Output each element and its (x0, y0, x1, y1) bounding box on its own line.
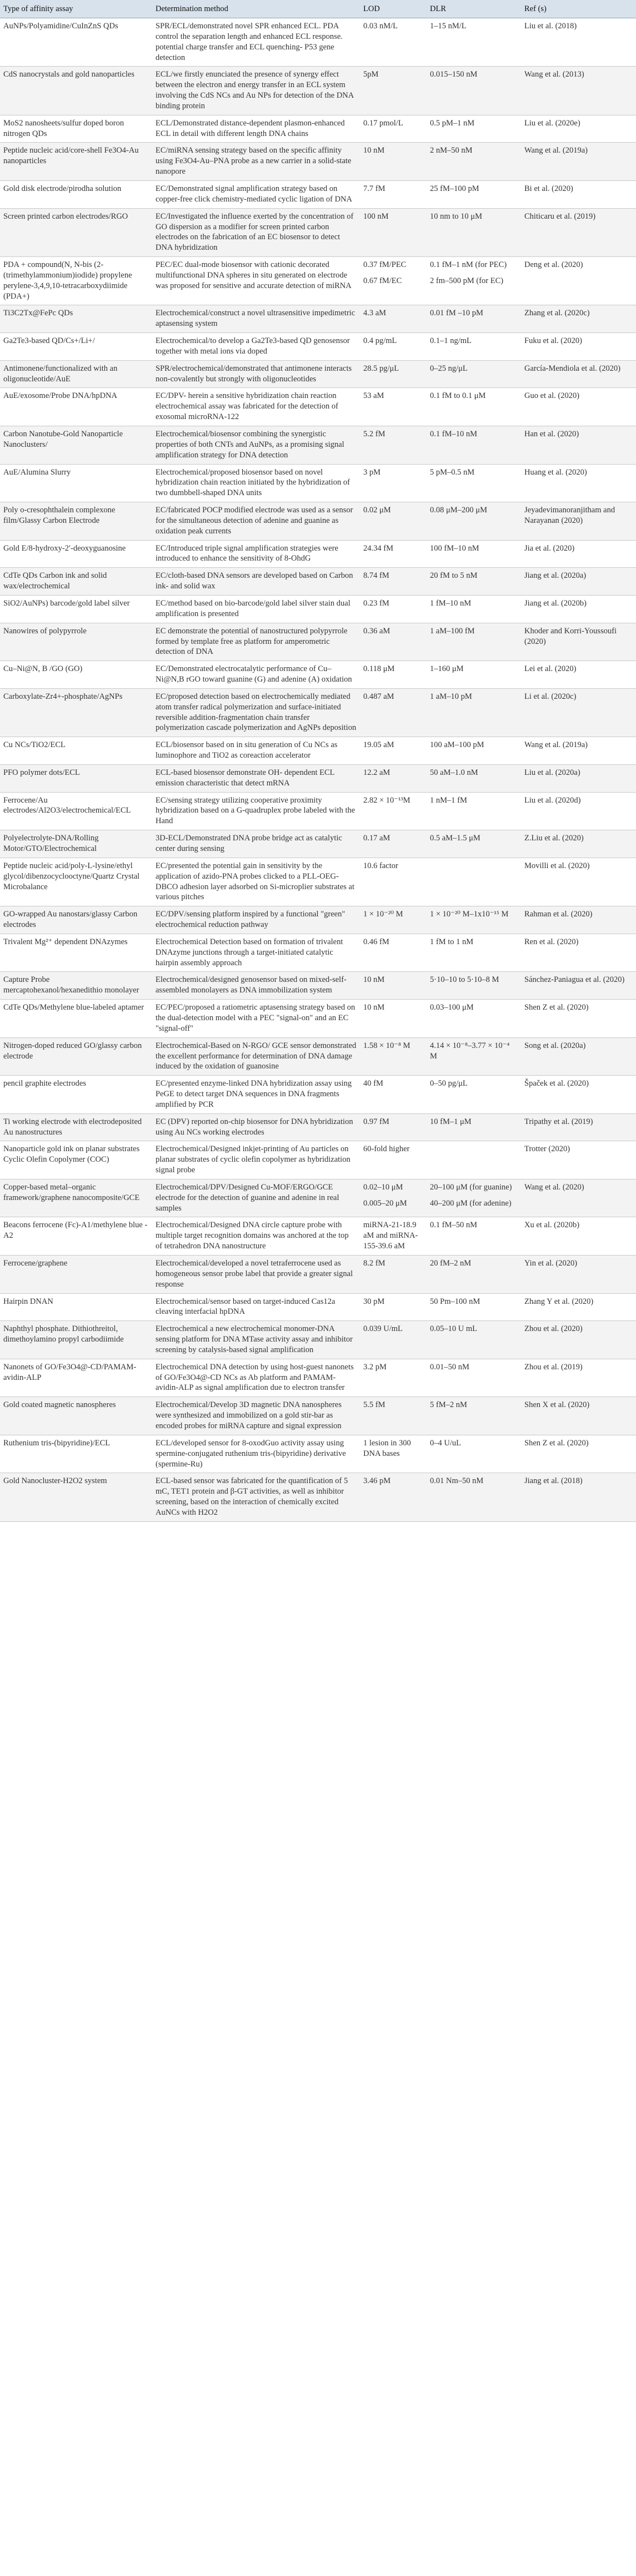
cell-method: Electrochemical/proposed biosensor based on novel hybridization chain reaction initiated by the hybridization of two dumbbell-shaped DNA units (152, 464, 360, 502)
cell-dlr: 0.01 fM –10 pM (427, 305, 521, 333)
cell-dlr: 0.08 μM–200 μM (427, 502, 521, 541)
cell-lod: 0.02 μM (360, 502, 427, 541)
cell-method: EC/proposed detection based on electrochemically mediated atom transfer radical polymerization and surface-initiated reversible addition-fragmentation chain transfer polymerization cascade polymerization and AgNPs deposition (152, 688, 360, 737)
cell-dlr: 25 fM–100 pM (427, 180, 521, 208)
cell-type: Polyelectrolyte-DNA/Rolling Motor/GTO/Electrochemical (0, 830, 152, 858)
cell-method: EC (DPV) reported on-chip biosensor for DNA hybridization using Au NCs working electrodes (152, 1113, 360, 1141)
cell-type: Antimonene/functionalized with an oligonucleotide/AuE (0, 360, 152, 388)
cell-dlr: 0.015–150 nM (427, 67, 521, 115)
cell-lod: 10 nM (360, 1000, 427, 1038)
cell-lod: 40 fM (360, 1076, 427, 1114)
cell-method: EC/Introduced triple signal amplification strategies were introduced to enhance the sensitivity of 8-OhdG (152, 540, 360, 568)
cell-lod: 3.2 pM (360, 1359, 427, 1397)
cell-ref: Han et al. (2020) (521, 426, 636, 465)
cell-method: Electrochemical/to develop a Ga2Te3-based QD genosensor together with metal ions via doped (152, 333, 360, 361)
cell-dlr: 1 fM–10 nM (427, 595, 521, 623)
cell-method: EC/Demonstrated electrocatalytic performance of Cu–Ni@N,B rGO toward guanine (G) and adenine (A) oxidation (152, 661, 360, 689)
cell-lod: 0.03 nM/L (360, 18, 427, 67)
cell-dlr: 0.1 fM–10 nM (427, 426, 521, 465)
cell-ref: Špaček et al. (2020) (521, 1076, 636, 1114)
cell-method: EC/DPV/sensing platform inspired by a functional "green" electrochemical reduction pathway (152, 906, 360, 934)
cell-ref: Wang et al. (2020) (521, 1179, 636, 1217)
cell-type: Ferrocene/graphene (0, 1256, 152, 1294)
cell-type: Hairpin DNAN (0, 1293, 152, 1321)
cell-dlr: 0–4 U/uL (427, 1435, 521, 1473)
header-dlr: DLR (427, 0, 521, 18)
cell-lod: 53 aM (360, 388, 427, 426)
cell-ref: Fuku et al. (2020) (521, 333, 636, 361)
table-row (0, 1217, 636, 1256)
cell-ref: Deng et al. (2020) (521, 257, 636, 305)
table-row (0, 67, 636, 115)
header-type: Type of affinity assay (0, 0, 152, 18)
cell-ref: Zhou et al. (2020) (521, 1321, 636, 1359)
cell-lod: 30 pM (360, 1293, 427, 1321)
cell-ref: Z.Liu et al. (2020) (521, 830, 636, 858)
cell-lod: 0.17 aM (360, 830, 427, 858)
cell-dlr: 0.5 aM–1.5 μM (427, 830, 521, 858)
cell-lod: 60-fold higher (360, 1141, 427, 1179)
cell-dlr: 2 nM–50 nM (427, 143, 521, 181)
table-row (0, 305, 636, 333)
cell-lod: 0.487 aM (360, 688, 427, 737)
cell-ref: Trotter (2020) (521, 1141, 636, 1179)
cell-type: CdS nanocrystals and gold nanoparticles (0, 67, 152, 115)
cell-dlr: 100 fM–10 nM (427, 540, 521, 568)
table-row (0, 1359, 636, 1397)
cell-method: ECL/Demonstrated distance-dependent plasmon-enhanced ECL in detail with different length DNA chains (152, 115, 360, 143)
cell-lod: 7.7 fM (360, 180, 427, 208)
cell-type: pencil graphite electrodes (0, 1076, 152, 1114)
cell-dlr: 0–50 pg/μL (427, 1076, 521, 1114)
cell-method: Electrochemical/sensor based on target-induced Cas12a cleaving interfacial hpDNA (152, 1293, 360, 1321)
cell-method: Electrochemical Detection based on formation of trivalent DNAzyme junctions through a target-initiated catalytic hairpin assembly approach (152, 934, 360, 972)
cell-type: PFO polymer dots/ECL (0, 764, 152, 792)
cell-method: EC/presented enzyme-linked DNA hybridization assay using PeGE to detect target DNA sequences in DNA fragments amplified by PCR (152, 1076, 360, 1114)
cell-dlr: 10 fM–1 μM (427, 1113, 521, 1141)
table-row (0, 1473, 636, 1521)
cell-dlr (427, 858, 521, 906)
cell-method: Electrochemical/DPV/Designed Cu-MOF/ERGO/GCE electrode for the detection of guanine and adenine in real samples (152, 1179, 360, 1217)
table-row (0, 257, 636, 305)
cell-lod: miRNA-21-18.9 aM and miRNA-155-39.6 aM (360, 1217, 427, 1256)
cell-lod: 0.039 U/mL (360, 1321, 427, 1359)
cell-lod: 5pM (360, 67, 427, 115)
header-method: Determination method (152, 0, 360, 18)
cell-dlr: 0.5 pM–1 nM (427, 115, 521, 143)
cell-type: Gold disk electrode/pirodha solution (0, 180, 152, 208)
table-row (0, 333, 636, 361)
cell-ref: Wang et al. (2013) (521, 67, 636, 115)
cell-type: CdTe QDs Carbon ink and solid wax/electrochemical (0, 568, 152, 596)
table-row (0, 1293, 636, 1321)
cell-method: EC/Investigated the influence exerted by the concentration of GO dispersion as a modifier for screen printed carbon electrodes on the fabrication of an EC biosensor to detect DNA hybridization (152, 208, 360, 256)
cell-dlr: 0.05–10 U mL (427, 1321, 521, 1359)
cell-type: SiO2/AuNPs) barcode/gold label silver (0, 595, 152, 623)
table-row (0, 688, 636, 737)
table-body (0, 18, 636, 1522)
cell-ref: Tripathy et al. (2019) (521, 1113, 636, 1141)
cell-ref: Movilli et al. (2020) (521, 858, 636, 906)
cell-ref: Huang et al. (2020) (521, 464, 636, 502)
cell-dlr: 1 aM–100 fM (427, 623, 521, 661)
cell-ref: Zhang et al. (2020c) (521, 305, 636, 333)
cell-method: Electrochemical a new electrochemical monomer-DNA sensing platform for DNA MTase activity assay and inhibitor screening by catalysis-based signal amplification (152, 1321, 360, 1359)
cell-dlr: 1 fM to 1 nM (427, 934, 521, 972)
table-row (0, 115, 636, 143)
cell-type: Ti3C2Tx@FePc QDs (0, 305, 152, 333)
cell-method: Electrochemical-Based on N-RGO/ GCE sensor demonstrated the excellent performance for determination of DNA damage induced by the oxidation of guanosine (152, 1037, 360, 1076)
cell-ref: Liu et al. (2020a) (521, 764, 636, 792)
cell-method: Electrochemical/developed a novel tetraferrocene used as homogeneous sensor probe label that provide a greater signal response (152, 1256, 360, 1294)
cell-method: SPR/electrochemical/demonstrated that antimonene interacts non-covalently but strongly with oligonucleotides (152, 360, 360, 388)
cell-type: Gold E/8-hydroxy-2′-deoxyguanosine (0, 540, 152, 568)
table-row (0, 388, 636, 426)
cell-ref: García-Mendiola et al. (2020) (521, 360, 636, 388)
table-row (0, 737, 636, 765)
cell-dlr: 20 fM to 5 nM (427, 568, 521, 596)
cell-type: Ruthenium tris-(bipyridine)/ECL (0, 1435, 152, 1473)
cell-ref: Liu et al. (2018) (521, 18, 636, 67)
cell-dlr: 0.1–1 ng/mL (427, 333, 521, 361)
cell-ref: Bi et al. (2020) (521, 180, 636, 208)
cell-dlr: 0–25 ng/μL (427, 360, 521, 388)
cell-method: EC demonstrate the potential of nanostructured polypyrrole formed by template free as platform for amperometric detection of DNA (152, 623, 360, 661)
cell-dlr: 1 × 10⁻²⁰ M–1x10⁻¹⁵ M (427, 906, 521, 934)
cell-type: Carboxylate-Zr4+-phosphate/AgNPs (0, 688, 152, 737)
cell-lod: 10 nM (360, 972, 427, 1000)
cell-dlr (427, 1141, 521, 1179)
cell-dlr: 5 fM–2 nM (427, 1397, 521, 1435)
cell-type: Cu NCs/TiO2/ECL (0, 737, 152, 765)
cell-type: Trivalent Mg²⁺ dependent DNAzymes (0, 934, 152, 972)
cell-lod: 8.2 fM (360, 1256, 427, 1294)
table-row (0, 502, 636, 541)
cell-ref: Liu et al. (2020d) (521, 792, 636, 830)
cell-method: EC/cloth-based DNA sensors are developed based on Carbon ink- and solid wax (152, 568, 360, 596)
table-row (0, 143, 636, 181)
cell-dlr (427, 1179, 521, 1217)
cell-lod: 3.46 pM (360, 1473, 427, 1521)
cell-lod: 100 nM (360, 208, 427, 256)
cell-lod: 3 pM (360, 464, 427, 502)
cell-ref: Jiang et al. (2020b) (521, 595, 636, 623)
cell-lod: 4.3 aM (360, 305, 427, 333)
cell-lod-line: 0.37 fM/PEC (363, 260, 407, 270)
cell-method: EC/DPV- herein a sensitive hybridization chain reaction electrochemical assay was fabricated for the detection of exosomal microRNA-122 (152, 388, 360, 426)
cell-method: EC/PEC/proposed a ratiometric aptasensing strategy based on the dual-detection model with a PEC "signal-on" and an EC "signal-off" (152, 1000, 360, 1038)
cell-method: EC/fabricated POCP modified electrode was used as a sensor for the simultaneous detection of adenine and guanine as oxidation peak currents (152, 502, 360, 541)
cell-lod: 5.2 fM (360, 426, 427, 465)
cell-ref: Wang et al. (2019a) (521, 143, 636, 181)
cell-type: Ga2Te3-based QD/Cs+/Li+/ (0, 333, 152, 361)
cell-lod-line: 0.005–20 μM (363, 1198, 407, 1208)
table-row (0, 906, 636, 934)
cell-ref: Shen X et al. (2020) (521, 1397, 636, 1435)
cell-type: MoS2 nanosheets/sulfur doped boron nitrogen QDs (0, 115, 152, 143)
table-row (0, 1397, 636, 1435)
cell-lod: 0.97 fM (360, 1113, 427, 1141)
cell-dlr-line: 2 fm–500 pM (for EC) (430, 276, 504, 285)
cell-type: AuE/Alumina Slurry (0, 464, 152, 502)
cell-dlr-line: 20–100 μM (for guanine) (430, 1182, 512, 1192)
cell-dlr: 50 Pm–100 nM (427, 1293, 521, 1321)
cell-lod: 8.74 fM (360, 568, 427, 596)
cell-type: Ferrocene/Au electrodes/Al2O3/electrochemical/ECL (0, 792, 152, 830)
cell-lod: 0.46 fM (360, 934, 427, 972)
cell-dlr: 1–160 μM (427, 661, 521, 689)
header-lod: LOD (360, 0, 427, 18)
cell-ref: Rahman et al. (2020) (521, 906, 636, 934)
cell-dlr: 0.1 fM to 0.1 μM (427, 388, 521, 426)
cell-type: Copper-based metal–organic framework/graphene nanocomposite/GCE (0, 1179, 152, 1217)
cell-method: EC/miRNA sensing strategy based on the specific affinity using Fe3O4-Au–PNA probe as a new carrier in a solid-state nanopore (152, 143, 360, 181)
cell-dlr: 20 fM–2 nM (427, 1256, 521, 1294)
table-row (0, 1179, 636, 1217)
cell-method: Electrochemical/construct a novel ultrasensitive impedimetric aptasensing system (152, 305, 360, 333)
header-row (0, 0, 636, 18)
table-row (0, 360, 636, 388)
cell-dlr: 10 nm to 10 μM (427, 208, 521, 256)
cell-method: Electrochemical/biosensor combining the synergistic properties of both CNTs and AuNPs, as a promising signal amplification strategy for DNA detection (152, 426, 360, 465)
cell-ref: Song et al. (2020a) (521, 1037, 636, 1076)
cell-lod: 0.4 pg/mL (360, 333, 427, 361)
cell-type: Gold coated magnetic nanospheres (0, 1397, 152, 1435)
cell-type: Nitrogen-doped reduced GO/glassy carbon electrode (0, 1037, 152, 1076)
table-row (0, 540, 636, 568)
cell-type: Peptide nucleic acid/poly-L-lysine/ethyl glycol/dibenzocyclooctyne/Quartz Crystal Microbalance (0, 858, 152, 906)
cell-type: Naphthyl phosphate. Dithiothreitol, dimethoylamino propyl carbodiimide (0, 1321, 152, 1359)
cell-lod: 24.34 fM (360, 540, 427, 568)
cell-ref: Sánchez-Paniagua et al. (2020) (521, 972, 636, 1000)
table-row (0, 1000, 636, 1038)
cell-ref: Ren et al. (2020) (521, 934, 636, 972)
table-row (0, 934, 636, 972)
cell-type: Peptide nucleic acid/core-shell Fe3O4-Au nanoparticles (0, 143, 152, 181)
cell-lod: 1.58 × 10⁻⁸ M (360, 1037, 427, 1076)
cell-lod: 0.17 pmol/L (360, 115, 427, 143)
table-row (0, 1037, 636, 1076)
table-row (0, 792, 636, 830)
table-header (0, 0, 636, 18)
cell-method: SPR/ECL/demonstrated novel SPR enhanced ECL. PDA control the separation length and enhanced ECL response. potential charge transfer and ECL quenching- P53 gene detection (152, 18, 360, 67)
cell-lod: 28.5 pg/μL (360, 360, 427, 388)
cell-dlr: 5·10–10 to 5·10–8 M (427, 972, 521, 1000)
cell-ref: Wang et al. (2019a) (521, 737, 636, 765)
cell-lod: 12.2 aM (360, 764, 427, 792)
cell-dlr: 4.14 × 10⁻⁸–3.77 × 10⁻⁴ M (427, 1037, 521, 1076)
cell-dlr: 0.01 Nm–50 nM (427, 1473, 521, 1521)
cell-method: EC/presented the potential gain in sensitivity by the application of azido-PNA probes clicked to a PLL-OEG-DBCO adhesion layer adsorbed on Si-microplier substrates at various pitches (152, 858, 360, 906)
cell-type: Nanowires of polypyrrole (0, 623, 152, 661)
cell-method: ECL-based biosensor demonstrate OH- dependent ECL emission characteristic that detect mRNA (152, 764, 360, 792)
table-row (0, 623, 636, 661)
cell-method: Electrochemical DNA detection by using host-guest nanonets of GO/Fe3O4@-CD NCs as Ab platform and PAMAM-avidin-ALP as signal amplification due to electron transfer (152, 1359, 360, 1397)
cell-lod: 2.82 × 10⁻¹³M (360, 792, 427, 830)
cell-ref: Liu et al. (2020e) (521, 115, 636, 143)
cell-method: Electrochemical/Designed inkjet-printing of Au particles on planar substrates of cyclic olefin copolymer as hybridization signal probe (152, 1141, 360, 1179)
cell-type: CdTe QDs/Methylene blue-labeled aptamer (0, 1000, 152, 1038)
cell-method: EC/method based on bio-barcode/gold label silver stain dual amplification is presented (152, 595, 360, 623)
cell-method: Electrochemical/designed genosensor based on mixed-self-assembled monolayers as DNA immobilization system (152, 972, 360, 1000)
cell-dlr: 50 aM–1.0 nM (427, 764, 521, 792)
cell-method: Electrochemical/Designed DNA circle capture probe with multiple target recognition domains was anchored at the top of tetrahedron DNA nanostructure (152, 1217, 360, 1256)
cell-lod-line: 0.67 fM/EC (363, 276, 402, 285)
cell-dlr: 5 pM–0.5 nM (427, 464, 521, 502)
cell-ref: Jeyadevimanoranjitham and Narayanan (2020) (521, 502, 636, 541)
cell-method: Electrochemical/Develop 3D magnetic DNA nanospheres were synthesized and immobilized on a gold stir-bar as encoded probes for miRNA capture and signal expression (152, 1397, 360, 1435)
cell-type: Beacons ferrocene (Fc)-A1/methylene blue -A2 (0, 1217, 152, 1256)
table-row (0, 858, 636, 906)
cell-lod-line: 0.02–10 μM (363, 1182, 403, 1192)
table-row (0, 972, 636, 1000)
cell-lod (360, 1179, 427, 1217)
cell-ref: Shen Z et al. (2020) (521, 1000, 636, 1038)
table-row (0, 464, 636, 502)
cell-ref: Shen Z et al. (2020) (521, 1435, 636, 1473)
cell-type: Gold Nanocluster-H2O2 system (0, 1473, 152, 1521)
cell-dlr-line: 40–200 μM (for adenine) (430, 1198, 512, 1208)
cell-type: Nanonets of GO/Fe3O4@-CD/PAMAM-avidin-ALP (0, 1359, 152, 1397)
table-row (0, 1141, 636, 1179)
table-row (0, 1113, 636, 1141)
cell-ref: Jiang et al. (2018) (521, 1473, 636, 1521)
cell-lod: 10.6 factor (360, 858, 427, 906)
cell-ref: Yin et al. (2020) (521, 1256, 636, 1294)
cell-ref: Chiticaru et al. (2019) (521, 208, 636, 256)
cell-lod: 1 lesion in 300 DNA bases (360, 1435, 427, 1473)
cell-type: AuNPs/Polyamidine/CuInZnS QDs (0, 18, 152, 67)
table-row (0, 208, 636, 256)
cell-ref: Lei et al. (2020) (521, 661, 636, 689)
cell-method: ECL/biosensor based on in situ generation of Cu NCs as luminophore and TiO2 as coreaction accelerator (152, 737, 360, 765)
cell-type: PDA + compound(N, N-bis (2-(trimethylammonium)iodide) propylene perylene-3,4,9,10-tetracarboxydiimide (PDA+) (0, 257, 152, 305)
cell-method: 3D-ECL/Demonstrated DNA probe bridge act as catalytic center during sensing (152, 830, 360, 858)
cell-dlr-line: 0.1 fM–1 nM (for PEC) (430, 260, 507, 270)
cell-type: Poly o-cresophthalein complexone film/Glassy Carbon Electrode (0, 502, 152, 541)
table-row (0, 568, 636, 596)
cell-dlr: 0.1 fM–50 nM (427, 1217, 521, 1256)
table-row (0, 661, 636, 689)
cell-type: AuE/exosome/Probe DNA/hpDNA (0, 388, 152, 426)
cell-lod: 10 nM (360, 143, 427, 181)
cell-lod: 1 × 10⁻²⁰ M (360, 906, 427, 934)
cell-method: ECL-based sensor was fabricated for the quantification of 5 mC, TET1 protein and β-GT activities, as well as inhibitor screening, based on the interaction of chemically excited AuNCs with H2O2 (152, 1473, 360, 1521)
cell-lod: 0.36 aM (360, 623, 427, 661)
table-row (0, 1321, 636, 1359)
cell-dlr (427, 257, 521, 305)
cell-type: GO-wrapped Au nanostars/glassy Carbon electrodes (0, 906, 152, 934)
cell-method: ECL/developed sensor for 8-oxodGuo activity assay using spermine-conjugated ruthenium tris-(bipyridine) derivative (spermine-Ru) (152, 1435, 360, 1473)
cell-type: Carbon Nanotube-Gold Nanoparticle Nanoclusters/ (0, 426, 152, 465)
table-row (0, 764, 636, 792)
table-row (0, 426, 636, 465)
cell-type: Nanoparticle gold ink on planar substrates Cyclic Olefin Copolymer (COC) (0, 1141, 152, 1179)
cell-method: ECL/we firstly enunciated the presence of synergy effect between the electron and energy transfer in an ECL system involving the CdS NCs and Au NPs for detection of the DNA binding protein (152, 67, 360, 115)
cell-lod: 19.05 aM (360, 737, 427, 765)
cell-lod: 0.118 μM (360, 661, 427, 689)
cell-type: Ti working electrode with electrodeposited Au nanostructures (0, 1113, 152, 1141)
cell-ref: Jia et al. (2020) (521, 540, 636, 568)
cell-dlr: 0.01–50 nM (427, 1359, 521, 1397)
cell-dlr: 0.03–100 μM (427, 1000, 521, 1038)
table-row (0, 1076, 636, 1114)
header-ref: Ref (s) (521, 0, 636, 18)
cell-dlr: 1 nM–1 fM (427, 792, 521, 830)
table-row (0, 1435, 636, 1473)
cell-lod (360, 257, 427, 305)
cell-dlr: 100 aM–100 pM (427, 737, 521, 765)
cell-lod: 5.5 fM (360, 1397, 427, 1435)
cell-type: Cu–Ni@N, B /GO (GO) (0, 661, 152, 689)
cell-ref: Khoder and Korri-Youssoufi (2020) (521, 623, 636, 661)
cell-ref: Li et al. (2020c) (521, 688, 636, 737)
cell-dlr: 1 aM–10 pM (427, 688, 521, 737)
table-row (0, 1256, 636, 1294)
cell-dlr: 1–15 nM/L (427, 18, 521, 67)
table-row (0, 180, 636, 208)
cell-method: PEC/EC dual-mode biosensor with cationic decorated multifunctional DNA spheres in situ generated on electrode was proposed for sensitive and accurate detection of miRNA (152, 257, 360, 305)
table-row (0, 18, 636, 67)
table-row (0, 595, 636, 623)
cell-method: EC/sensing strategy utilizing cooperative proximity hybridization based on a G-quadruplex probe labeled with the Hand (152, 792, 360, 830)
cell-ref: Zhang Y et al. (2020) (521, 1293, 636, 1321)
cell-method: EC/Demonstrated signal amplification strategy based on copper-free click chemistry-mediated cyclic ligation of DNA (152, 180, 360, 208)
cell-type: Capture Probe mercaptohexanol/hexanedithio monolayer (0, 972, 152, 1000)
cell-type: Screen printed carbon electrodes/RGO (0, 208, 152, 256)
cell-ref: Guo et al. (2020) (521, 388, 636, 426)
cell-ref: Jiang et al. (2020a) (521, 568, 636, 596)
cell-ref: Xu et al. (2020b) (521, 1217, 636, 1256)
table-row (0, 830, 636, 858)
cell-ref: Zhou et al. (2019) (521, 1359, 636, 1397)
cell-lod: 0.23 fM (360, 595, 427, 623)
